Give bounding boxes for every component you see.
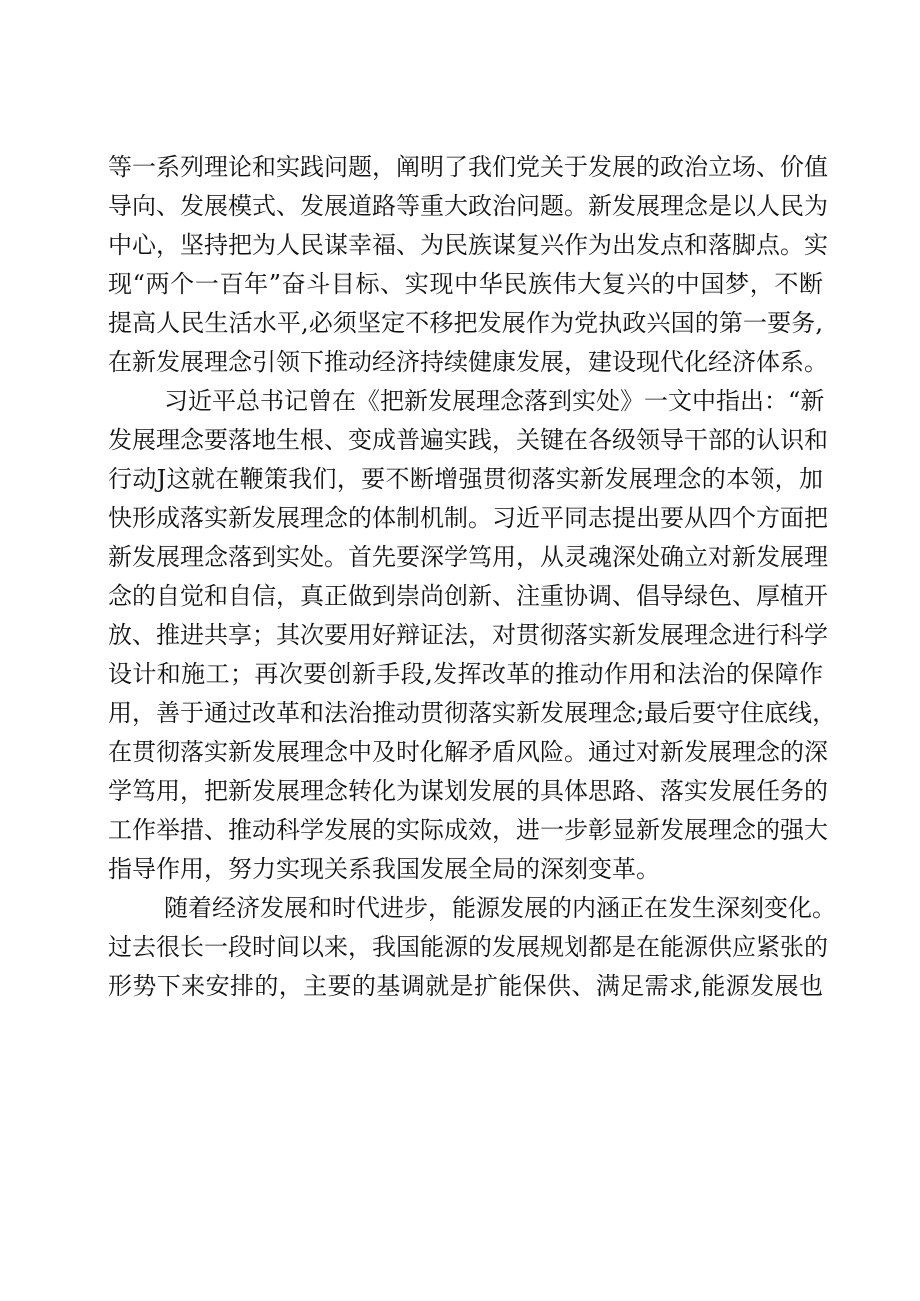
text-line: 快形成落实新发展理念的体制机制。习近平同志提出要从四个方面把 bbox=[108, 504, 828, 532]
text-line: 提高人民生活水平,必须坚定不移把发展作为党执政兴国的第一要务, bbox=[108, 309, 823, 337]
text-line: 导向、发展模式、发展道路等重大政治问题。新发展理念是以人民为 bbox=[108, 192, 828, 220]
text-line: 形势下来安排的，主要的基调就是扩能保供、满足需求,能源发展也 bbox=[108, 972, 823, 1000]
text-line: 过去很长一段时间以来，我国能源的发展规划都是在能源供应紧张的 bbox=[108, 933, 828, 961]
paragraph-1 bbox=[108, 148, 828, 381]
body-text bbox=[108, 148, 837, 1006]
text-line: 中心，坚持把为人民谋幸福、为民族谋复兴作为出发点和落脚点。实 bbox=[108, 231, 828, 259]
text-line: 放、推进共享；其次要用好辩证法，对贯彻落实新发展理念进行科学 bbox=[108, 621, 828, 649]
text-line: 随着经济发展和时代进步，能源发展的内涵正在发生深刻变化。 bbox=[164, 894, 836, 922]
text-line: 工作举措、推动科学发展的实际成效，进一步彰显新发展理念的强大 bbox=[108, 816, 828, 844]
text-line: 用，善于通过改革和法治推动贯彻落实新发展理念;最后要守住底线， bbox=[108, 699, 837, 727]
text-line: 发展理念要落地生根、变成普遍实践，关键在各级领导干部的认识和 bbox=[108, 426, 828, 454]
text-line: 念的自觉和自信，真正做到崇尚创新、注重协调、倡导绿色、厚植开 bbox=[108, 582, 828, 610]
paragraph-3 bbox=[108, 889, 836, 1005]
text-line: 现“两个一百年”奋斗目标、实现中华民族伟大复兴的中国梦，不断 bbox=[108, 270, 823, 298]
text-line: 习近平总书记曾在《把新发展理念落到实处》一文中指出：“新 bbox=[164, 387, 825, 415]
text-line: 在贯彻落实新发展理念中及时化解矛盾风险。通过对新发展理念的深 bbox=[108, 738, 828, 766]
text-line: 行动J这就在鞭策我们，要不断增强贯彻落实新发展理念的本领，加 bbox=[108, 465, 823, 493]
paragraph-2 bbox=[108, 382, 837, 888]
text-line: 等一系列理论和实践问题，阐明了我们党关于发展的政治立场、价值 bbox=[108, 153, 828, 181]
text-line: 在新发展理念引领下推动经济持续健康发展，建设现代化经济体系。 bbox=[108, 348, 828, 376]
text-line: 新发展理念落到实处。首先要深学笃用，从灵魂深处确立对新发展理 bbox=[108, 543, 828, 571]
text-line: 设计和施工；再次要创新手段,发挥改革的推动作用和法治的保障作 bbox=[108, 660, 823, 688]
text-line: 指导作用，努力实现关系我国发展全局的深刻变革。 bbox=[108, 855, 660, 883]
text-line: 学笃用，把新发展理念转化为谋划发展的具体思路、落实发展任务的 bbox=[108, 777, 828, 805]
